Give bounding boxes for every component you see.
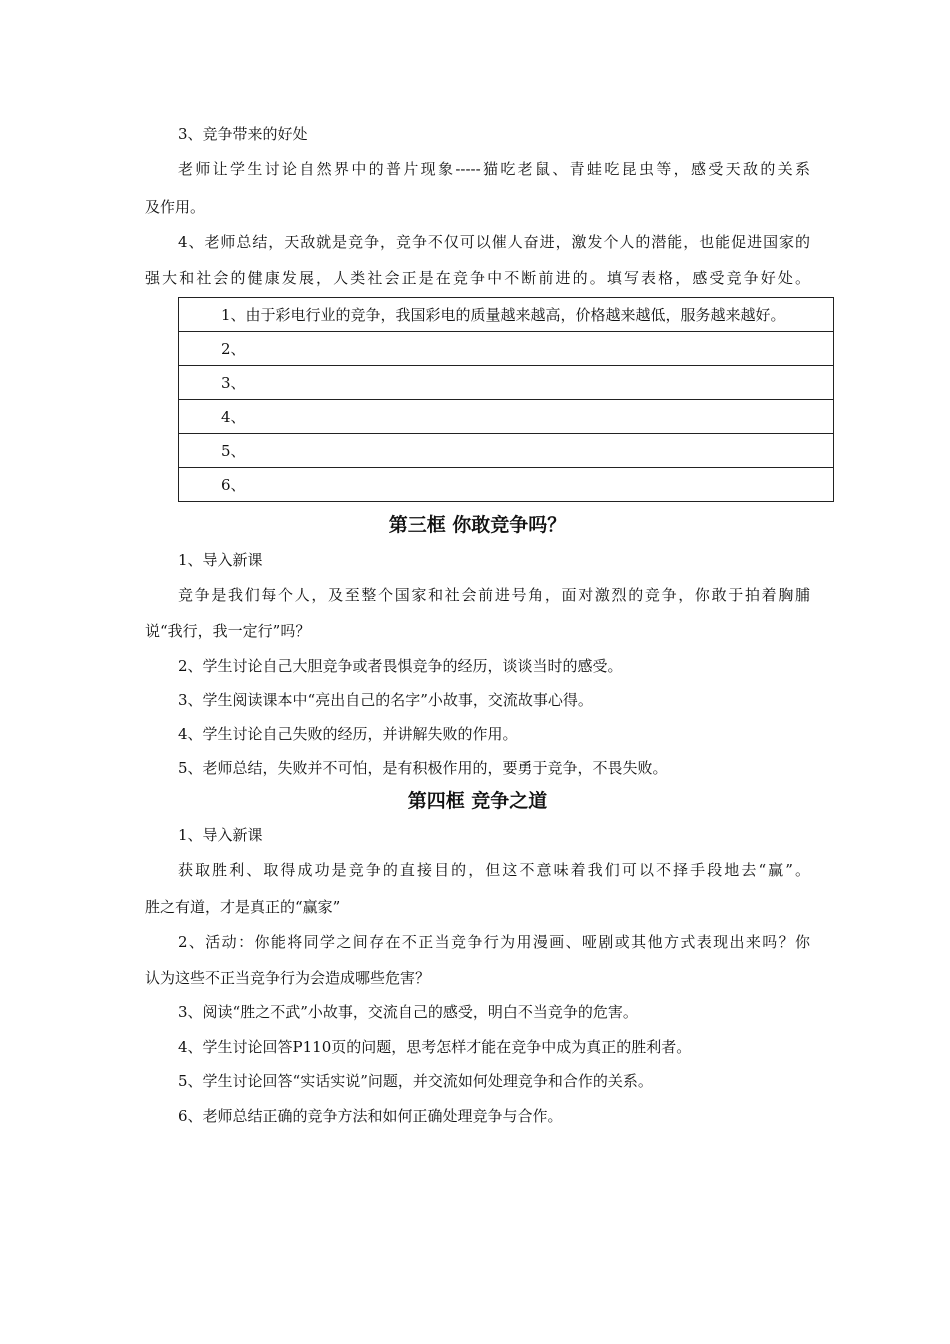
paragraph: 4、学生讨论回答P110页的问题，思考怎样才能在竞争中成为真正的胜利者。: [178, 1038, 692, 1056]
paragraph: 2、活动：你能将同学之间存在不正当竞争行为用漫画、哑剧或其他方式表现出来吗？你: [178, 933, 810, 951]
paragraph: 2、学生讨论自己大胆竞争或者畏惧竞争的经历，谈谈当时的感受。: [178, 657, 623, 675]
table-row: [179, 366, 834, 400]
paragraph: 4、老师总结，天敌就是竞争，竞争不仅可以催人奋进，激发个人的潜能，也能促进国家的: [178, 233, 810, 251]
section-heading: 第四框 竞争之道: [407, 790, 548, 812]
paragraph: 5、学生讨论回答“实话实说”问题，并交流如何处理竞争和合作的关系。: [178, 1072, 653, 1090]
table-row: [179, 400, 834, 434]
table-row: [179, 434, 834, 468]
paragraph: 竞争是我们每个人，及至整个国家和社会前进号角，面对激烈的竞争，你敢于拍着胸脯: [178, 586, 810, 604]
paragraph: 6、老师总结正确的竞争方法和如何正确处理竞争与合作。: [178, 1107, 563, 1125]
paragraph: 3、阅读“胜之不武”小故事，交流自己的感受，明白不当竞争的危害。: [178, 1003, 638, 1021]
paragraph: 老师让学生讨论自然界中的普片现象-----猫吃老鼠、青蛙吃昆虫等，感受天敌的关系: [178, 160, 810, 178]
paragraph: 胜之有道，才是真正的“赢家”: [145, 898, 341, 916]
paragraph: 说“我行，我一定行”吗？: [145, 622, 311, 640]
table-row: [179, 298, 834, 332]
table-cell: 2、: [179, 332, 834, 366]
section-heading: 第三框 你敢竞争吗？: [388, 514, 567, 536]
paragraph: 3、学生阅读课本中“亮出自己的名字”小故事，交流故事心得。: [178, 691, 593, 709]
table-row: [179, 468, 834, 502]
table-cell: 3、: [179, 366, 834, 400]
paragraph: 及作用。: [145, 198, 206, 216]
table-cell: 6、: [179, 468, 834, 502]
paragraph: 1、导入新课: [178, 826, 263, 844]
table-cell: 4、: [179, 400, 834, 434]
table-row: [179, 332, 834, 366]
paragraph: 3、竞争带来的好处: [178, 125, 308, 143]
table-cell: 1、由于彩电行业的竞争，我国彩电的质量越来越高，价格越来越低，服务越来越好。: [179, 298, 834, 332]
paragraph: 获取胜利、取得成功是竞争的直接目的，但这不意味着我们可以不择手段地去“赢”。: [178, 861, 810, 879]
paragraph: 4、学生讨论自己失败的经历，并讲解失败的作用。: [178, 725, 518, 743]
paragraph: 强大和社会的健康发展，人类社会正是在竞争中不断前进的。填写表格，感受竞争好处。: [145, 269, 810, 287]
paragraph: 认为这些不正当竞争行为会造成哪些危害？: [145, 969, 431, 987]
paragraph: 5、老师总结，失败并不可怕，是有积极作用的，要勇于竞争，不畏失败。: [178, 759, 668, 777]
table-cell: 5、: [179, 434, 834, 468]
paragraph: 1、导入新课: [178, 551, 263, 569]
benefits-table: [178, 297, 834, 502]
